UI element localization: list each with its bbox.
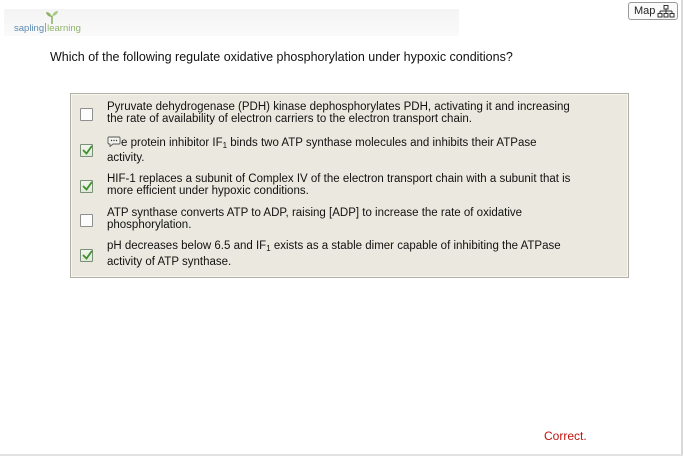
answer-option[interactable] xyxy=(71,239,628,271)
option-line: HIF-1 replaces a subunit of Complex IV of the electron transport chain with a subunit that is xyxy=(107,173,571,185)
answer-option[interactable] xyxy=(71,205,628,235)
answer-option[interactable] xyxy=(71,134,628,166)
checkmark-icon xyxy=(81,180,94,193)
option-checkbox-checked[interactable] xyxy=(80,180,93,193)
option-line-suffix: binds two ATP synthase molecules and inhibits their ATPase xyxy=(227,137,537,149)
option-line-suffix: exists as a stable dimer capable of inhibiting the ATPase xyxy=(270,240,561,252)
answer-option[interactable] xyxy=(71,170,628,200)
answer-option[interactable] xyxy=(71,100,628,130)
option-line: activity of ATP synthase. xyxy=(107,256,232,268)
subscript: 1 xyxy=(222,141,228,150)
option-checkbox-checked[interactable] xyxy=(80,144,93,157)
option-line: the rate of availability of electron carriers to the electron transport chain. xyxy=(107,113,472,125)
option-checkbox[interactable] xyxy=(80,108,93,121)
question-prompt: Which of the following regulate oxidative phosphorylation under hypoxic conditions? xyxy=(50,50,513,64)
map-button[interactable] xyxy=(628,2,678,20)
option-line-prefix: e protein inhibitor IF xyxy=(121,137,223,149)
map-button-label: Map xyxy=(634,5,656,17)
logo-word-sapling: sapling xyxy=(14,23,45,34)
sapling-learning-logo xyxy=(14,8,89,36)
comment-bubble-icon[interactable] xyxy=(107,136,121,147)
option-line: ATP synthase converts ATP to ADP, raising [ADP] to increase the rate of oxidative xyxy=(107,207,523,219)
option-text xyxy=(107,173,619,197)
answer-options-panel xyxy=(70,93,629,278)
sprout-icon xyxy=(43,10,61,24)
option-text xyxy=(107,207,619,231)
option-text xyxy=(107,240,619,268)
option-line: more efficient under hypoxic conditions. xyxy=(107,185,309,197)
option-text xyxy=(107,136,619,164)
option-line: activity. xyxy=(107,152,145,164)
subscript: 1 xyxy=(266,244,271,253)
checkmark-icon xyxy=(81,249,94,262)
checkmark-icon xyxy=(81,144,94,157)
option-text xyxy=(107,101,619,125)
feedback-message: Correct. xyxy=(544,429,587,443)
logo-word-learning: learning xyxy=(47,23,81,34)
sitemap-icon xyxy=(657,5,675,18)
option-checkbox-checked[interactable] xyxy=(80,249,93,262)
option-line: Pyruvate dehydrogenase (PDH) kinase dephosphorylates PDH, activating it and increasing xyxy=(107,101,570,113)
logo-wordmark xyxy=(14,23,81,34)
option-line-prefix: pH decreases below 6.5 and IF xyxy=(107,240,267,252)
option-checkbox[interactable] xyxy=(80,214,93,227)
option-line: phosphorylation. xyxy=(107,219,192,231)
